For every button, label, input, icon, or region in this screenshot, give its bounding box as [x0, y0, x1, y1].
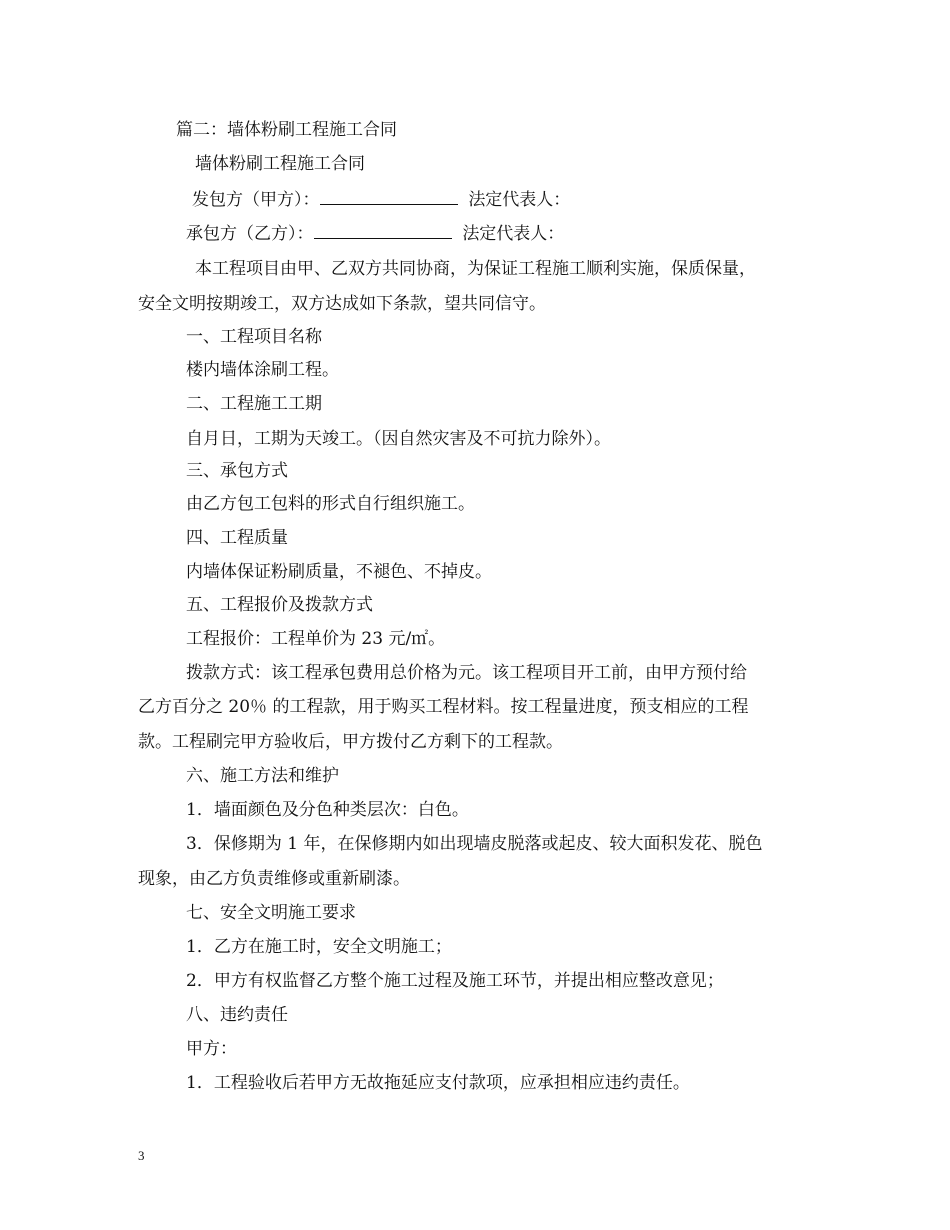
- page-number: 3: [138, 1148, 145, 1163]
- section-4-title: 四、工程质量: [186, 528, 288, 548]
- section-5-payment-line-3: 款。工程刷完甲方验收后，甲方拨付乙方剩下的工程款。: [138, 732, 563, 752]
- section-5-payment-line-2: 乙方百分之 20％ 的工程款，用于购买工程材料。按工程量进度，预支相应的工程: [138, 697, 749, 717]
- intro-line-1: 本工程项目由甲、乙双方共同协商，为保证工程施工顺利实施，保质保量，: [195, 259, 756, 279]
- party-b-line: [186, 222, 564, 246]
- section-7-title: 七、安全文明施工要求: [186, 903, 356, 923]
- party-a-blank: [320, 188, 458, 205]
- party-b-rep-label: 法定代表人：: [462, 224, 565, 244]
- section-2-body: 自月日，工期为天竣工。（因自然灾害及不可抗力除外）。: [186, 429, 611, 449]
- section-5-title: 五、工程报价及拨款方式: [186, 595, 373, 615]
- section-5-payment-line-1: 拨款方式：该工程承包费用总价格为元。该工程项目开工前，由甲方预付给: [186, 663, 747, 683]
- party-a-rep-label: 法定代表人：: [468, 190, 571, 210]
- party-b-label: 承包方（乙方）：: [186, 224, 314, 244]
- section-4-body: 内墙体保证粉刷质量，不褪色、不掉皮。: [186, 562, 492, 582]
- section-1-title: 一、工程项目名称: [186, 327, 322, 347]
- intro-line-2: 安全文明按期竣工，双方达成如下条款，望共同信守。: [138, 294, 546, 314]
- section-3-title: 三、承包方式: [186, 461, 288, 481]
- section-1-body: 楼内墙体涂刷工程。: [186, 360, 339, 380]
- party-a-line: [192, 188, 570, 212]
- section-8-party-a: 甲方：: [186, 1039, 237, 1059]
- contract-title: 墙体粉刷工程施工合同: [195, 154, 365, 174]
- section-5-price: 工程报价：工程单价为 23 元/㎡。: [186, 629, 446, 649]
- section-6-item-3-line-2: 现象，由乙方负责维修或重新刷漆。: [138, 869, 410, 889]
- section-8-title: 八、违约责任: [186, 1005, 288, 1025]
- section-2-title: 二、工程施工工期: [186, 394, 322, 414]
- party-a-label: 发包方（甲方）：: [192, 190, 320, 210]
- section-6-item-1: 1．墙面颜色及分色种类层次：白色。: [186, 800, 469, 820]
- section-8-item-1: 1．工程验收后若甲方无故拖延应支付款项，应承担相应违约责任。: [186, 1073, 690, 1093]
- section-6-title: 六、施工方法和维护: [186, 766, 339, 786]
- section-7-item-1: 1．乙方在施工时，安全文明施工；: [186, 937, 452, 957]
- document-heading: 篇二：墙体粉刷工程施工合同: [176, 120, 397, 140]
- section-7-item-2: 2．甲方有权监督乙方整个施工过程及施工环节，并提出相应整改意见；: [186, 971, 724, 991]
- party-b-blank: [314, 222, 452, 239]
- section-3-body: 由乙方包工包料的形式自行组织施工。: [186, 494, 475, 514]
- section-6-item-3-line-1: 3．保修期为 1 年，在保修期内如出现墙皮脱落或起皮、较大面积发花、脱色: [186, 834, 763, 854]
